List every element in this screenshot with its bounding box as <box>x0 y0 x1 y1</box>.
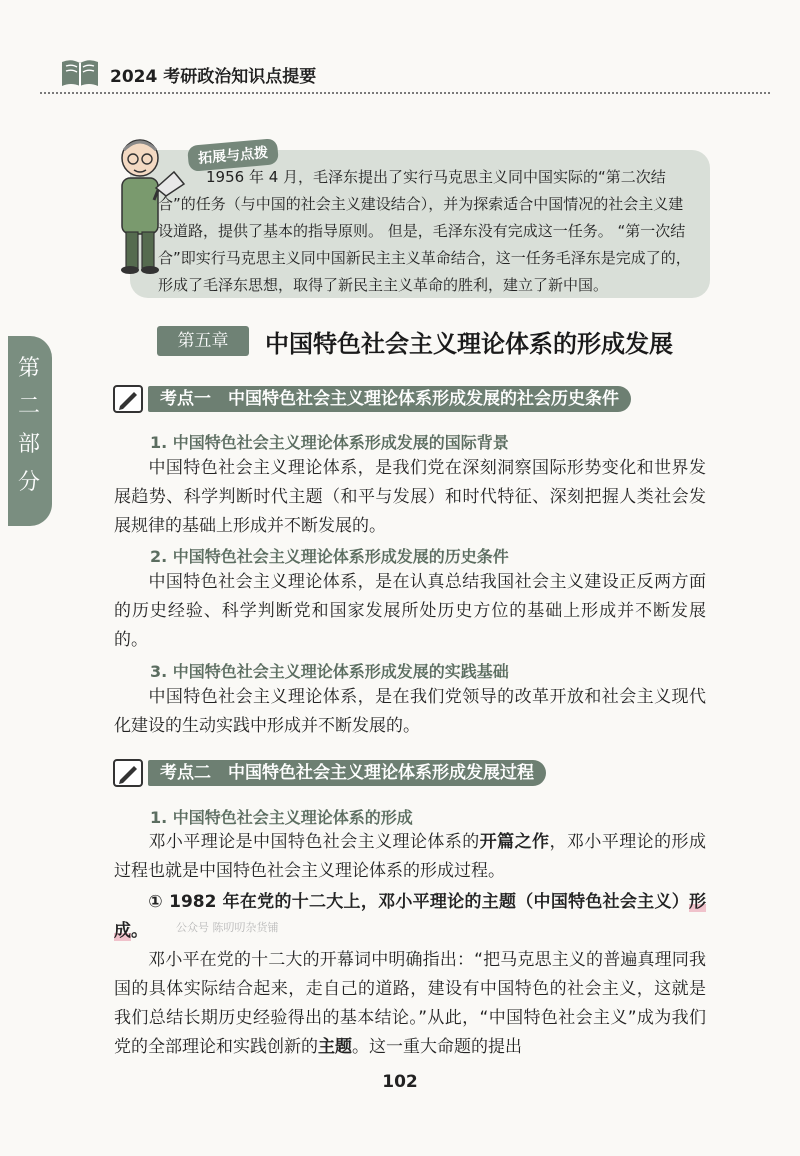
subheading-1-3: 3. 中国特色社会主义理论体系形成发展的实践基础 <box>150 662 509 681</box>
note-body: 1956 年 4 月，毛泽东提出了实行马克思主义同中国实际的“第二次结合”的任务（与中国的社会主义建设结合），并为探索适合中国情况的社会主义建设道路，提供了基本的指导原则。 但是，毛泽东没有完成这一任务。 “第一次结合”即实行马克思主义同中国新民主主义革命结合，这一任务毛泽东是完成了的，形成了毛泽东思想，取得了新民主主义革命的胜利，建立了新中国。 <box>158 168 691 294</box>
paragraph-1-1-text: 中国特色社会主义理论体系，是我们党在深刻洞察国际形势变化和世界发展趋势、科学判断时代主题（和平与发展）和时代特征、深刻把握人类社会发展规律的基础上形成并不断发展的。 <box>114 458 706 536</box>
paragraph-2-1 <box>114 828 706 886</box>
pencil-note-icon-2 <box>112 758 144 788</box>
paragraph-2-2 <box>114 946 706 1062</box>
exam-point-1-heading <box>112 384 712 414</box>
subheading-2-1: 1. 中国特色社会主义理论体系的形成 <box>150 808 413 827</box>
subheading-1-1: 1. 中国特色社会主义理论体系形成发展的国际背景 <box>150 433 509 452</box>
paragraph-1-3 <box>114 683 706 741</box>
p22-c: 。这一重大命题的提出 <box>352 1037 522 1057</box>
chapter-label: 第五章 <box>157 326 249 356</box>
p21-bold: 开篇之作 <box>479 832 550 852</box>
item-1-highlight: 形成 <box>114 892 706 941</box>
extension-note-box <box>130 144 710 298</box>
page-number: 102 <box>382 1072 418 1092</box>
part-side-tab <box>8 336 52 526</box>
exam-point-2-heading <box>112 758 672 788</box>
item-1 <box>114 888 706 946</box>
running-header <box>40 56 770 96</box>
subheading-1-2: 2. 中国特色社会主义理论体系形成发展的历史条件 <box>150 547 509 566</box>
p21-a: 邓小平理论是中国特色社会主义理论体系的 <box>148 832 480 852</box>
side-tab-label: 第二部分 <box>18 356 41 495</box>
pencil-note-icon <box>112 384 144 414</box>
p21-c: ，邓小平理论的形成过程也就是中国特色社会主义理论体系的形成过程。 <box>114 832 706 881</box>
header-divider <box>40 92 770 94</box>
item-1-c: 。 <box>131 921 148 941</box>
p22-a: 邓小平在党的十二大的开幕词中明确指出：“把马克思主义的普遍真理同我国的具体实际结合起来，走自己的道路，建设有中国特色的社会主义，这就是我们总结长期历史经验得出的基本结论。”从此，“中国特色社会主义”成为我们党的全部理论和实践创新的 <box>114 950 706 1057</box>
teacher-cartoon-icon <box>104 128 190 278</box>
p22-bold: 主题 <box>318 1037 352 1057</box>
paragraph-1-1 <box>114 454 706 541</box>
paragraph-1-2-text: 中国特色社会主义理论体系，是在认真总结我国社会主义建设正反两方面的历史经验、科学判断党和国家发展所处历史方位的基础上形成并不断发展的。 <box>114 572 706 650</box>
chapter-title: 中国特色社会主义理论体系的形成发展 <box>265 330 673 358</box>
header-title: 2024 考研政治知识点提要 <box>110 67 317 87</box>
open-book-icon <box>60 58 100 88</box>
note-text <box>158 164 698 299</box>
item-1-a: ① 1982 年在党的十二大上，邓小平理论的主题（中国特色社会主义） <box>148 892 689 912</box>
watermark-text: 公众号 陈叨叨杂货铺 <box>176 921 279 934</box>
paragraph-1-3-text: 中国特色社会主义理论体系，是在我们党领导的改革开放和社会主义现代化建设的生动实践中形成并不断发展的。 <box>114 687 706 736</box>
paragraph-1-2 <box>114 568 706 655</box>
exam-point-2-title: 考点二 中国特色社会主义理论体系形成发展过程 <box>148 760 546 786</box>
note-tag: 拓展与点拨 <box>187 138 279 172</box>
chapter-heading <box>157 322 717 362</box>
exam-point-1-title: 考点一 中国特色社会主义理论体系形成发展的社会历史条件 <box>148 386 631 412</box>
